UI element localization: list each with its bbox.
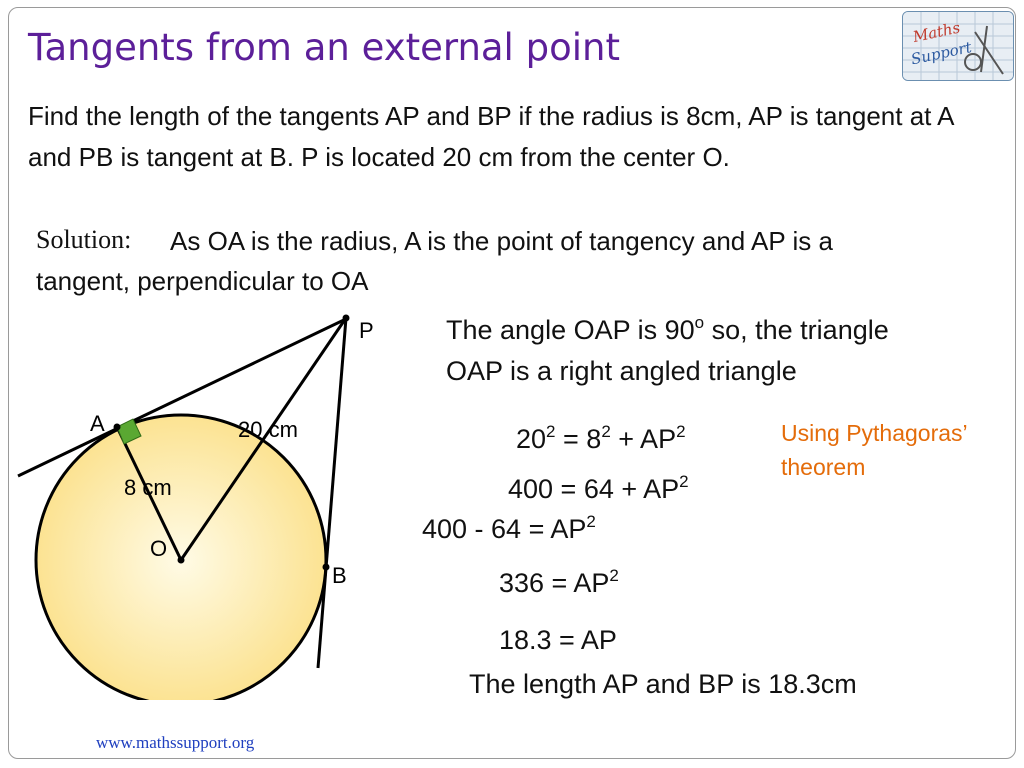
label-o: O	[150, 536, 168, 561]
label-20cm: 20 cm	[238, 417, 298, 442]
equation-1	[516, 424, 686, 455]
label-a: A	[90, 411, 105, 436]
point-o	[178, 557, 185, 564]
question-text: Find the length of the tangents AP and BP if the radius is 8cm, AP is tangent at A and PB is tangent at B. P is located 20 cm from the center O.	[28, 101, 954, 172]
solution-text-line1: As OA is the radius, A is the point of tangency and AP is a	[170, 226, 833, 256]
eq2-text: 400 = 64 + AP	[508, 474, 680, 504]
eq1-a: 20	[516, 424, 547, 454]
eq2-sup: 2	[679, 472, 689, 491]
equation-5	[499, 625, 617, 656]
angle-note-line2: OAP is a right angled triangle	[446, 356, 797, 386]
eq1-a-sup: 2	[546, 422, 556, 441]
eq1-mid-sup: 2	[601, 422, 611, 441]
equation-2	[508, 474, 689, 505]
slide-title: Tangents from an external point	[28, 26, 620, 69]
angle-note-after: so, the triangle	[704, 315, 889, 345]
solution-label: Solution:	[36, 225, 132, 254]
eq1-mid: = 8	[555, 424, 602, 454]
degree-sup: o	[694, 313, 705, 332]
logo-line2: Support	[909, 38, 974, 69]
pythagoras-note: Using Pythagoras’ theorem	[781, 420, 967, 480]
maths-support-logo	[902, 11, 1014, 81]
eq3-sup: 2	[586, 512, 596, 531]
label-8cm: 8 cm	[124, 475, 172, 500]
logo-line1: Maths	[911, 18, 962, 46]
eq3-text: 400 - 64 = AP	[422, 514, 587, 544]
tangent-diagram	[0, 300, 450, 700]
point-p	[343, 315, 350, 322]
footer-link[interactable]: www.mathssupport.org	[96, 733, 255, 752]
eq1-end-sup: 2	[676, 422, 686, 441]
eq4-text: 336 = AP	[499, 568, 610, 598]
label-b: B	[332, 563, 347, 588]
conclusion-text: The length AP and BP is 18.3cm	[469, 669, 857, 699]
angle-note-line1	[446, 315, 889, 346]
point-a	[114, 424, 121, 431]
angle-note-before: The angle OAP is 90	[446, 315, 695, 345]
equation-4	[499, 568, 619, 599]
eq5-text: 18.3 = AP	[499, 625, 617, 655]
tangent-line-bp	[318, 318, 346, 668]
label-p: P	[359, 318, 374, 343]
eq1-end: + AP	[610, 424, 677, 454]
equation-3	[422, 514, 596, 545]
point-b	[323, 564, 330, 571]
solution-text-line2: tangent, perpendicular to OA	[36, 266, 369, 296]
eq4-sup: 2	[609, 566, 619, 585]
